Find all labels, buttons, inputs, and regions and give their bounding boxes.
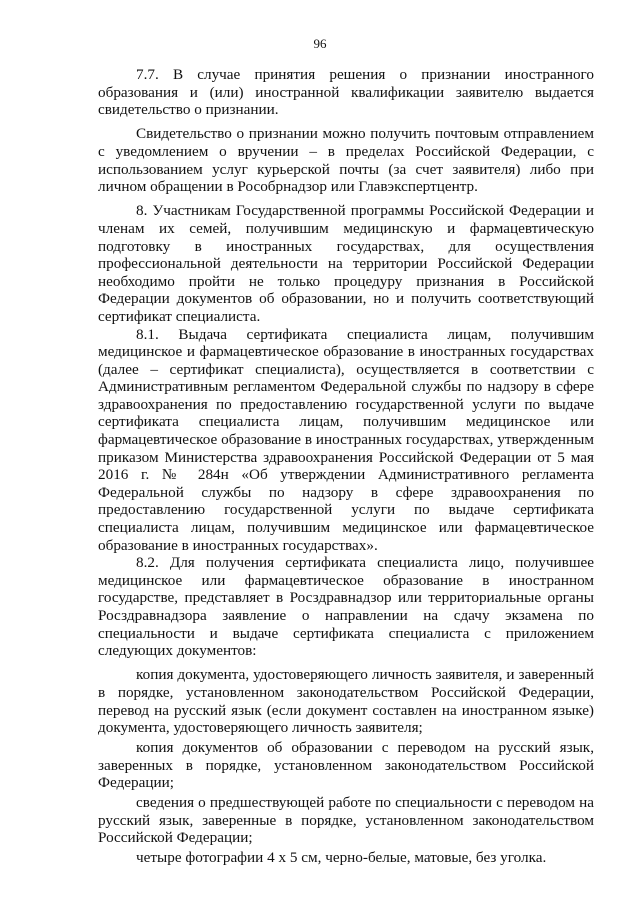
page-number: 96 (313, 36, 327, 51)
list-item-work-experience: сведения о предшествующей работе по специальности с переводом на русский язык, заверенные в порядке, установленном законодательством Российской Федерации; (98, 793, 594, 847)
document-body (98, 66, 594, 869)
list-item-photographs: четыре фотографии 4 х 5 см, черно-белые, матовые, без уголка. (136, 848, 547, 866)
list-item-identity-document: копия документа, удостоверяющего личность заявителя, и заверенный в порядке, установленном законодательством Российской Федерации, перевод на русский язык (если документ составлен на иностранном языке) документа, удостоверяющего личность заявителя; (98, 666, 594, 737)
paragraph-8-1: 8.1. Выдача сертификата специалиста лицам, получившим медицинское и фармацевтическое образование в иностранных государствах (далее – сертификат специалиста), осуществляется в соответствии с Административным регламентом Федеральной службы по надзору в сфере здравоохранения по предоставлению государственной услуги по выдаче сертификата специалиста лицам, получившим медицинское или фармацевтическое образование в иностранных государствах, утвержденным приказом Министерства здравоохранения Российской Федерации от 5 мая 2016 г. № 284н «Об утверждении Административного регламента Федеральной службы по надзору в сфере здравоохранения по предоставлению государственной услуги по выдаче сертификата специалиста лицам, получившим медицинское или фармацевтическое образование в иностранных государствах». (98, 325, 594, 554)
paragraph-8-2: 8.2. Для получения сертификата специалиста лицо, получившее медицинское или фармацевтическое образование в иностранном государстве, представляет в Росздравнадзор или территориальные органы Росздравнадзора заявление о направлении на сдачу экзамена по специальности и выдаче сертификата специалиста с приложением следующих документов: (98, 554, 594, 660)
paragraph-7-7: 7.7. В случае принятия решения о признании иностранного образования и (или) иностранной квалификации заявителю выдается свидетельство о признании. (98, 66, 594, 119)
list-item-education-documents: копия документов об образовании с переводом на русский язык, заверенных в порядке, установленном законодательством Российской Федерации; (98, 738, 594, 792)
paragraph-8: 8. Участникам Государственной программы Российской Федерации и членам их семей, получившим медицинскую и фармацевтическую подготовку в иностранных государствах, для осуществления профессиональной деятельности на территории Российской Федерации необходимо пройти не только процедуру признания в Российской Федерации документов об образовании, но и получить соответствующий сертификат специалиста. (98, 202, 594, 325)
paragraph-certificate-delivery: Свидетельство о признании можно получить почтовым отправлением с уведомлением о вручении – в пределах Российской Федерации, с использованием услуг курьерской почты (за счет заявителя) либо при личном обращении в Рособрнадзор или Главэкспертцентр. (98, 125, 594, 196)
